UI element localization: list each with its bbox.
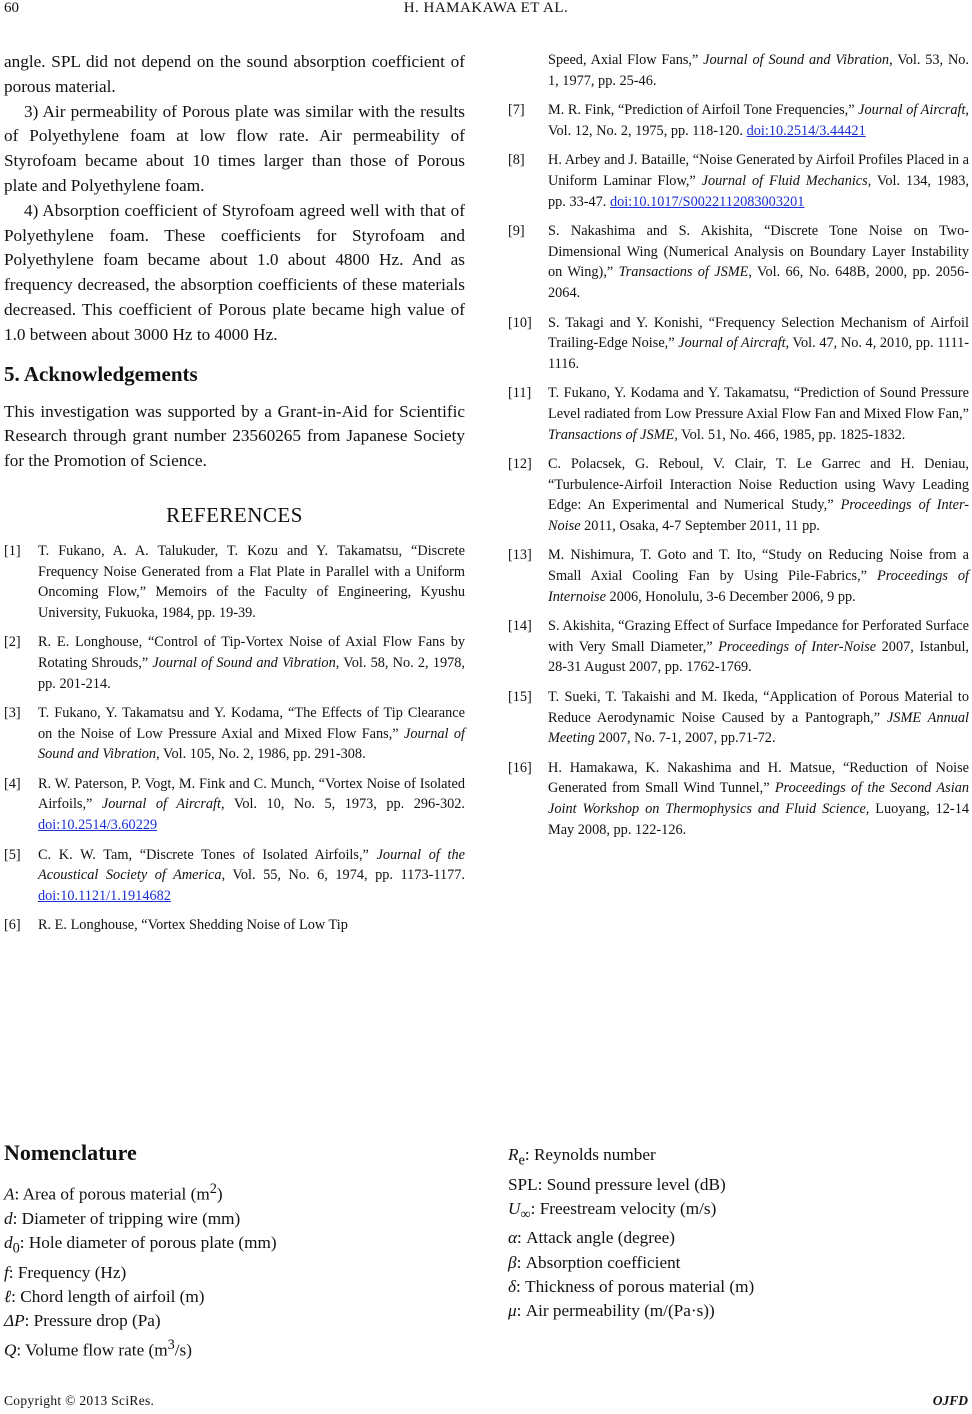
- reference-text: T. Fukano, Y. Kodama and Y. Takamatsu, “Prediction of Sound Pressure Level radiated from Low Pressure Axial Flow Fan and Mixed Flow Fan,” Transactions of JSME, Vol. 51, No. 466, 1985, pp. 1825-1832.: [548, 385, 969, 443]
- reference-item: [4, 632, 465, 694]
- nomenclature-list-left: [4, 1177, 474, 1363]
- nomenclature-symbol: β: [508, 1252, 517, 1272]
- reference-item: [508, 687, 969, 749]
- nomenclature-entry: α: Attack angle (degree): [508, 1228, 675, 1248]
- reference-number: [2]: [4, 634, 21, 651]
- nomenclature-entry: f: Frequency (Hz): [4, 1262, 127, 1282]
- nomenclature-list-right: [508, 1143, 969, 1323]
- nomenclature-entry: Q: Volume flow rate $(m^3/s)$: [4, 1337, 192, 1361]
- nomenclature-entry: $d_0$: Hole diameter of porous plate (mm): [4, 1233, 277, 1257]
- reference-text: C. K. W. Tam, “Discrete Tones of Isolated Airfoils,” Journal of the Acoustical Society of America, Vol. 55, No. 6, 1974, pp. 1173-1177. doi:10.1121/1.1914682: [38, 846, 465, 904]
- nomenclature-entry: δ: Thickness of porous material (m): [508, 1276, 755, 1296]
- reference-item: [508, 758, 969, 840]
- reference-item: [4, 845, 465, 907]
- reference-item: [4, 915, 465, 936]
- reference-text: C. Polacsek, G. Reboul, V. Clair, T. Le Garrec and H. Deniau, “Turbulence-Airfoil Interaction Noise Reduction using Wavy Leading Edge: An Experimental and Numerical Study,” Proceedings of Inter-Noise 2011, Osaka, 4-7 September 2011, 11 pp.: [548, 456, 969, 534]
- reference-number: [16]: [508, 759, 532, 776]
- nomenclature-symbol: f: [4, 1262, 9, 1282]
- reference-text: S. Takagi and Y. Konishi, “Frequency Selection Mechanism of Airfoil Trailing-Edge Noise,” Journal of Aircraft, Vol. 47, No. 4, 2010, pp. 1111-1116.: [548, 314, 969, 372]
- doi-link[interactable]: doi:10.1017/S0022112083003201: [609, 193, 805, 210]
- page-header: [4, 0, 968, 22]
- nomenclature-entry: A: Area of porous material $(m^2)$: [4, 1181, 223, 1204]
- nomenclature-entry: d: Diameter of tripping wire (mm): [4, 1208, 241, 1228]
- journal-abbrev: OJFD: [932, 1393, 968, 1408]
- nomenclature-symbol: d: [4, 1208, 13, 1228]
- reference-text: R. W. Paterson, P. Vogt, M. Fink and C. Munch, “Vortex Noise of Isolated Airfoils,” Journal of Aircraft, Vol. 10, No. 5, 1973, pp. 296-302. doi:10.2514/3.60229: [38, 775, 465, 834]
- reference-number: [9]: [508, 223, 525, 240]
- body-paragraph: 4) Absorption coefficient of Styrofoam agreed well with that of Polyethylene foam. These coefficients for Styrofoam and Polyethylene foam became about 1.0 about 4800 Hz. And as frequency decreased, the absorption coefficients of these materials decreased. This coefficient of Porous plate became high value of 1.0 between about 3000 Hz to 4000 Hz.: [4, 200, 465, 344]
- nomenclature-title: Nomenclature: [4, 1140, 137, 1165]
- doi-link[interactable]: doi:10.1121/1.1914682: [38, 887, 171, 904]
- acknowledgements-text: This investigation was supported by a Grant-in-Aid for Scientific Research through grant number 23560265 from Japanese Society for the Promotion of Science.: [4, 401, 465, 471]
- reference-text: T. Sueki, T. Takaishi and M. Ikeda, “Application of Porous Material to Reduce Aerodynamic Noise Caused by a Pantograph,” JSME Annual Meeting 2007, No. 7-1, 2007, pp.71-72.: [548, 689, 969, 747]
- body-paragraph: angle. SPL did not depend on the sound absorption coefficient of porous material.: [4, 52, 465, 96]
- reference-item: [508, 616, 969, 678]
- reference-item: [508, 313, 969, 375]
- nomenclature-entry: $U_\infty$: Freestream velocity (m/s): [508, 1198, 717, 1223]
- reference-text: R. E. Longhouse, “Vortex Shedding Noise of Low Tip: [38, 917, 348, 934]
- nomenclature-entry: ΔP: Pressure drop (Pa): [4, 1311, 161, 1331]
- page-number: 60: [4, 0, 19, 16]
- doi-link[interactable]: doi:10.2514/3.44421: [746, 122, 866, 139]
- reference-text: S. Akishita, “Grazing Effect of Surface Impedance for Perforated Surface with Very Small Diameter,” Proceedings of Inter-Noise 2007, Istanbul, 28-31 August 2007, pp. 1762-1769.: [548, 618, 969, 676]
- reference-text: M. R. Fink, “Prediction of Airfoil Tone Frequencies,” Journal of Aircraft, Vol. 12, No. 2, 1975, pp. 118-120. doi:10.2514/3.44421: [548, 102, 969, 139]
- reference-number: [13]: [508, 547, 532, 564]
- body-paragraph: 3) Air permeability of Porous plate was similar with the results of Polyethylene foam at low flow rate. Air permeability of Styrofoam became about 10 times larger than those of Porous plate and Polyethylene foam.: [4, 101, 465, 195]
- reference-item: [508, 150, 969, 212]
- nomenclature-symbol: U: [508, 1198, 521, 1218]
- reference-item: [508, 454, 969, 536]
- reference-list-right: [508, 100, 969, 840]
- nomenclature-symbol: ΔP: [4, 1311, 25, 1331]
- nomenclature-symbol: α: [508, 1228, 518, 1248]
- reference-number: [8]: [508, 152, 525, 169]
- section-heading-acknowledgements: 5. Acknowledgements: [4, 361, 198, 386]
- references-heading: REFERENCES: [166, 502, 303, 527]
- reference-item: [508, 221, 969, 303]
- reference-number: [10]: [508, 314, 532, 331]
- nomenclature-entry: β: Absorption coefficient: [508, 1252, 681, 1272]
- reference-number: [1]: [4, 542, 21, 559]
- reference-text: H. Arbey and J. Bataille, “Noise Generated by Airfoil Profiles Placed in a Uniform Laminar Flow,” Journal of Fluid Mechanics, Vol. 134, 1983, pp. 33-47. doi:10.1017/S0022112083003201: [548, 152, 969, 210]
- reference-number: [12]: [508, 456, 532, 473]
- reference-text: R. E. Longhouse, “Control of Tip-Vortex Noise of Axial Flow Fans by Rotating Shrouds,” Journal of Sound and Vibration, Vol. 58, No. 2, 1978, pp. 201-214.: [38, 634, 465, 692]
- reference-number: [11]: [508, 385, 532, 402]
- reference-number: [5]: [4, 846, 21, 863]
- nomenclature-section: [4, 1140, 474, 1363]
- nomenclature-symbol: d: [4, 1233, 13, 1253]
- right-column: [508, 50, 969, 849]
- nomenclature-symbol: δ: [508, 1276, 516, 1296]
- nomenclature-entry: ℓ: Chord length of airfoil (m): [4, 1286, 205, 1306]
- reference-item: [4, 541, 465, 623]
- reference-item: [508, 100, 969, 141]
- reference-number: [7]: [508, 102, 525, 119]
- nomenclature-symbol: A: [4, 1184, 15, 1204]
- reference-number: [15]: [508, 689, 532, 706]
- reference-item: [508, 545, 969, 607]
- left-column: [4, 50, 465, 945]
- running-head-authors: H. HAMAKAWA ET AL.: [403, 0, 569, 16]
- reference-list-left: [4, 541, 465, 936]
- nomenclature-symbol: ℓ: [4, 1286, 12, 1306]
- reference-text: H. Hamakawa, K. Nakashima and H. Matsue, “Reduction of Noise Generated from Small Wind Tunnel,” Proceedings of the Second Asian Joint Workshop on Thermophysics and Fluid Science, Luoyang, 12-14 May 2008, pp. 122-126.: [548, 759, 969, 838]
- nomenclature-symbol: μ: [508, 1301, 517, 1321]
- nomenclature-entry: $R_e$: Reynolds number: [508, 1145, 656, 1169]
- nomenclature-entry: SPL: Sound pressure level (dB): [508, 1174, 726, 1194]
- reference-item: [4, 774, 465, 836]
- doi-link[interactable]: doi:10.2514/3.60229: [38, 817, 158, 834]
- copyright-notice: Copyright © 2013 SciRes.: [4, 1393, 155, 1408]
- reference-number: [3]: [4, 705, 21, 722]
- nomenclature-entry: μ: Air permeability (m/(Pa·s)): [508, 1301, 715, 1321]
- reference-number: [6]: [4, 917, 21, 934]
- reference-text: M. Nishimura, T. Goto and T. Ito, “Study on Reducing Noise from a Small Axial Cooling Fan by Using Pile-Fabrics,” Proceedings of Internoise 2006, Honolulu, 3-6 December 2006, 9 pp.: [548, 547, 969, 605]
- nomenclature-symbol: R: [508, 1145, 519, 1164]
- nomenclature-right: [508, 1143, 969, 1323]
- nomenclature-symbol: Q: [4, 1341, 17, 1361]
- reference-number: [14]: [508, 618, 532, 635]
- reference-item: [4, 703, 465, 765]
- reference-text: S. Nakashima and S. Akishita, “Discrete Tone Noise on Two-Dimensional Wing (Numerical Analysis on Boundary Layer Instability on Wing),” Transactions of JSME, Vol. 66, No. 648B, 2000, pp. 2056-2064.: [548, 223, 969, 301]
- reference-number: [4]: [4, 775, 21, 792]
- reference-item: [508, 383, 969, 445]
- reference-text: T. Fukano, A. A. Talukuder, T. Kozu and Y. Takamatsu, “Discrete Frequency Noise Generated from a Flat Plate in Parallel with a Uniform Oncoming Flow,” Memoirs of the Faculty of Engineering, Kyushu University, Fukuoka, 1984, pp. 19-39.: [38, 542, 465, 621]
- reference-text: T. Fukano, Y. Takamatsu and Y. Kodama, “The Effects of Tip Clearance on the Noise of Low Pressure Axial and Mixed Flow Fans,” Journal of Sound and Vibration, Vol. 105, No. 2, 1986, pp. 291-308.: [38, 705, 465, 763]
- reference-continuation: Speed, Axial Flow Fans,” Journal of Sound and Vibration, Vol. 53, No. 1, 1977, pp. 25-46.: [548, 52, 969, 89]
